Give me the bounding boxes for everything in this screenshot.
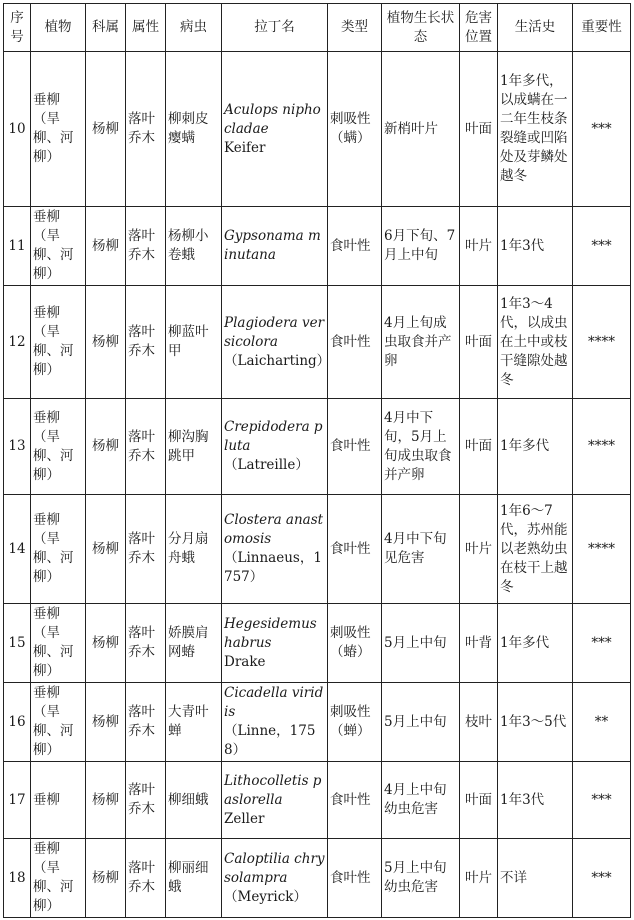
lifecycle-cell: 1年3～4代，以成虫在土中或枝干缝隙处越冬 [498,286,573,399]
latin-name-cell [222,683,328,762]
position-cell: 叶面 [460,52,498,207]
position-cell: 叶背 [460,604,498,683]
pest-name-cell: 娇膜肩网蝽 [166,604,222,683]
importance-cell: **** [573,495,631,604]
position-cell: 叶片 [460,207,498,286]
row-number-cell: 11 [4,207,31,286]
header-row [4,4,631,52]
position-cell: 叶面 [460,762,498,839]
habit-cell: 落叶乔木 [126,207,166,286]
header-no: 序号 [4,4,31,52]
family-cell: 杨柳 [86,207,126,286]
lifecycle-cell: 1年3代 [498,762,573,839]
growth-stage-cell: 6月下旬、7月上中旬 [382,207,460,286]
pest-name-cell: 柳细蛾 [166,762,222,839]
header-latin: 拉丁名 [222,4,328,52]
plant-cell: 垂柳（旱柳、河柳） [31,286,86,399]
latin-name-italic: Hegesidemus habrus [224,615,317,651]
table-row [4,839,631,918]
pest-name-cell: 柳沟胸跳甲 [166,399,222,495]
habit-cell: 落叶乔木 [126,683,166,762]
type-cell: 食叶性 [328,399,382,495]
latin-name-cell [222,495,328,604]
latin-name-italic: Clostera anastomosis [224,512,324,547]
latin-name-author: （Latreille） [224,457,309,473]
importance-cell: ** [573,683,631,762]
importance-cell: *** [573,604,631,683]
type-cell: 刺吸性（蝽） [328,604,382,683]
family-cell: 杨柳 [86,286,126,399]
lifecycle-cell: 1年6～7代，苏州能以老熟幼虫在枝干上越冬 [498,495,573,604]
growth-stage-cell: 5月上中旬幼虫危害 [382,839,460,918]
type-cell: 食叶性 [328,207,382,286]
latin-name-author: Drake [224,653,266,670]
pest-name-cell: 分月扇舟蛾 [166,495,222,604]
type-cell: 食叶性 [328,495,382,604]
header-habit: 属性 [126,4,166,52]
position-cell: 枝叶 [460,683,498,762]
latin-name-cell [222,52,328,207]
latin-name-italic: Caloptilia chrysolampra [224,850,325,886]
growth-stage-cell: 5月上中旬 [382,604,460,683]
importance-cell: *** [573,839,631,918]
growth-stage-cell: 4月中下旬，5月上旬成虫取食并产卵 [382,399,460,495]
latin-name-italic: Lithocolletis paslorella [224,772,322,808]
type-cell: 食叶性 [328,286,382,399]
pest-name-cell: 柳刺皮瘿螨 [166,52,222,207]
importance-cell: *** [573,762,631,839]
growth-stage-cell: 4月上中旬幼虫危害 [382,762,460,839]
pest-table [3,3,631,918]
pest-name-cell: 柳丽细蛾 [166,839,222,918]
header-importance: 重要性 [573,4,631,52]
type-cell: 食叶性 [328,762,382,839]
family-cell: 杨柳 [86,399,126,495]
latin-name-author: （Linne，1758） [224,723,316,758]
lifecycle-cell: 不详 [498,839,573,918]
habit-cell: 落叶乔木 [126,286,166,399]
importance-cell: *** [573,52,631,207]
latin-name-author: （Meyrick） [224,888,307,905]
latin-name-cell [222,207,328,286]
latin-name-italic: Aculops niphocladae [224,101,321,137]
latin-name-author: Zeller [224,810,265,827]
growth-stage-cell: 新梢叶片 [382,52,460,207]
position-cell: 叶面 [460,286,498,399]
header-stage: 植物生长状态 [382,4,460,52]
type-cell: 刺吸性（螨） [328,52,382,207]
header-type: 类型 [328,4,382,52]
latin-name-author: Keifer [224,139,266,156]
table-row [4,604,631,683]
position-cell: 叶片 [460,839,498,918]
header-pest: 病虫 [166,4,222,52]
importance-cell: *** [573,207,631,286]
family-cell: 杨柳 [86,762,126,839]
habit-cell: 落叶乔木 [126,399,166,495]
row-number-cell: 14 [4,495,31,604]
row-number-cell: 15 [4,604,31,683]
plant-cell: 垂柳 [31,762,86,839]
table-row [4,683,631,762]
plant-cell: 垂柳（旱柳、河柳） [31,207,86,286]
lifecycle-cell: 1年多代，以成螨在一二年生枝条裂缝或凹陷处及芽鳞处越冬 [498,52,573,207]
habit-cell: 落叶乔木 [126,762,166,839]
position-cell: 叶片 [460,495,498,604]
row-number-cell: 12 [4,286,31,399]
latin-name-cell [222,762,328,839]
plant-cell: 垂柳（旱柳、河柳） [31,399,86,495]
pest-name-cell: 柳蓝叶甲 [166,286,222,399]
latin-name-author: （Laicharting） [224,352,331,369]
family-cell: 杨柳 [86,495,126,604]
family-cell: 杨柳 [86,604,126,683]
row-number-cell: 18 [4,839,31,918]
type-cell: 刺吸性（蝉） [328,683,382,762]
table-row [4,52,631,207]
plant-cell: 垂柳（旱柳、河柳） [31,52,86,207]
table-row [4,207,631,286]
latin-name-italic: Plagiodera versicolora [224,314,325,350]
family-cell: 杨柳 [86,683,126,762]
growth-stage-cell: 4月上旬成虫取食并产卵 [382,286,460,399]
pest-table-page [3,3,630,918]
habit-cell: 落叶乔木 [126,52,166,207]
header-position: 危害位置 [460,4,498,52]
habit-cell: 落叶乔木 [126,839,166,918]
lifecycle-cell: 1年3～5代 [498,683,573,762]
plant-cell: 垂柳（旱柳、河柳） [31,839,86,918]
latin-name-italic: Gypsonama minutana [224,228,321,263]
header-lifecycle: 生活史 [498,4,573,52]
pest-name-cell: 杨柳小卷蛾 [166,207,222,286]
row-number-cell: 16 [4,683,31,762]
latin-name-italic: Crepidodera pluta [224,419,323,454]
header-family: 科属 [86,4,126,52]
importance-cell: **** [573,286,631,399]
family-cell: 杨柳 [86,839,126,918]
latin-name-cell [222,286,331,399]
table-row [4,286,631,399]
table-row [4,762,631,839]
pest-name-cell: 大青叶蝉 [166,683,222,762]
row-number-cell: 10 [4,52,31,207]
plant-cell: 垂柳（旱柳、河柳） [31,683,86,762]
row-number-cell: 13 [4,399,31,495]
latin-name-cell [222,604,328,683]
habit-cell: 落叶乔木 [126,604,166,683]
plant-cell: 垂柳（旱柳、河柳） [31,495,86,604]
table-row [4,495,631,604]
importance-cell: **** [573,399,631,495]
header-plant: 植物 [31,4,86,52]
latin-name-author: （Linnaeus，1757） [224,550,322,585]
position-cell: 叶面 [460,399,498,495]
habit-cell: 落叶乔木 [126,495,166,604]
growth-stage-cell: 5月上中旬 [382,683,460,762]
type-cell: 食叶性 [328,839,382,918]
plant-cell: 垂柳（旱柳、河柳） [31,604,86,683]
family-cell: 杨柳 [86,52,126,207]
latin-name-italic: Cicadella viridis [224,685,324,720]
lifecycle-cell: 1年多代 [498,604,573,683]
latin-name-cell [222,839,328,918]
row-number-cell: 17 [4,762,31,839]
lifecycle-cell: 1年多代 [498,399,573,495]
table-row [4,399,631,495]
growth-stage-cell: 4月中下旬见危害 [382,495,460,604]
latin-name-cell [222,399,328,495]
lifecycle-cell: 1年3代 [498,207,573,286]
